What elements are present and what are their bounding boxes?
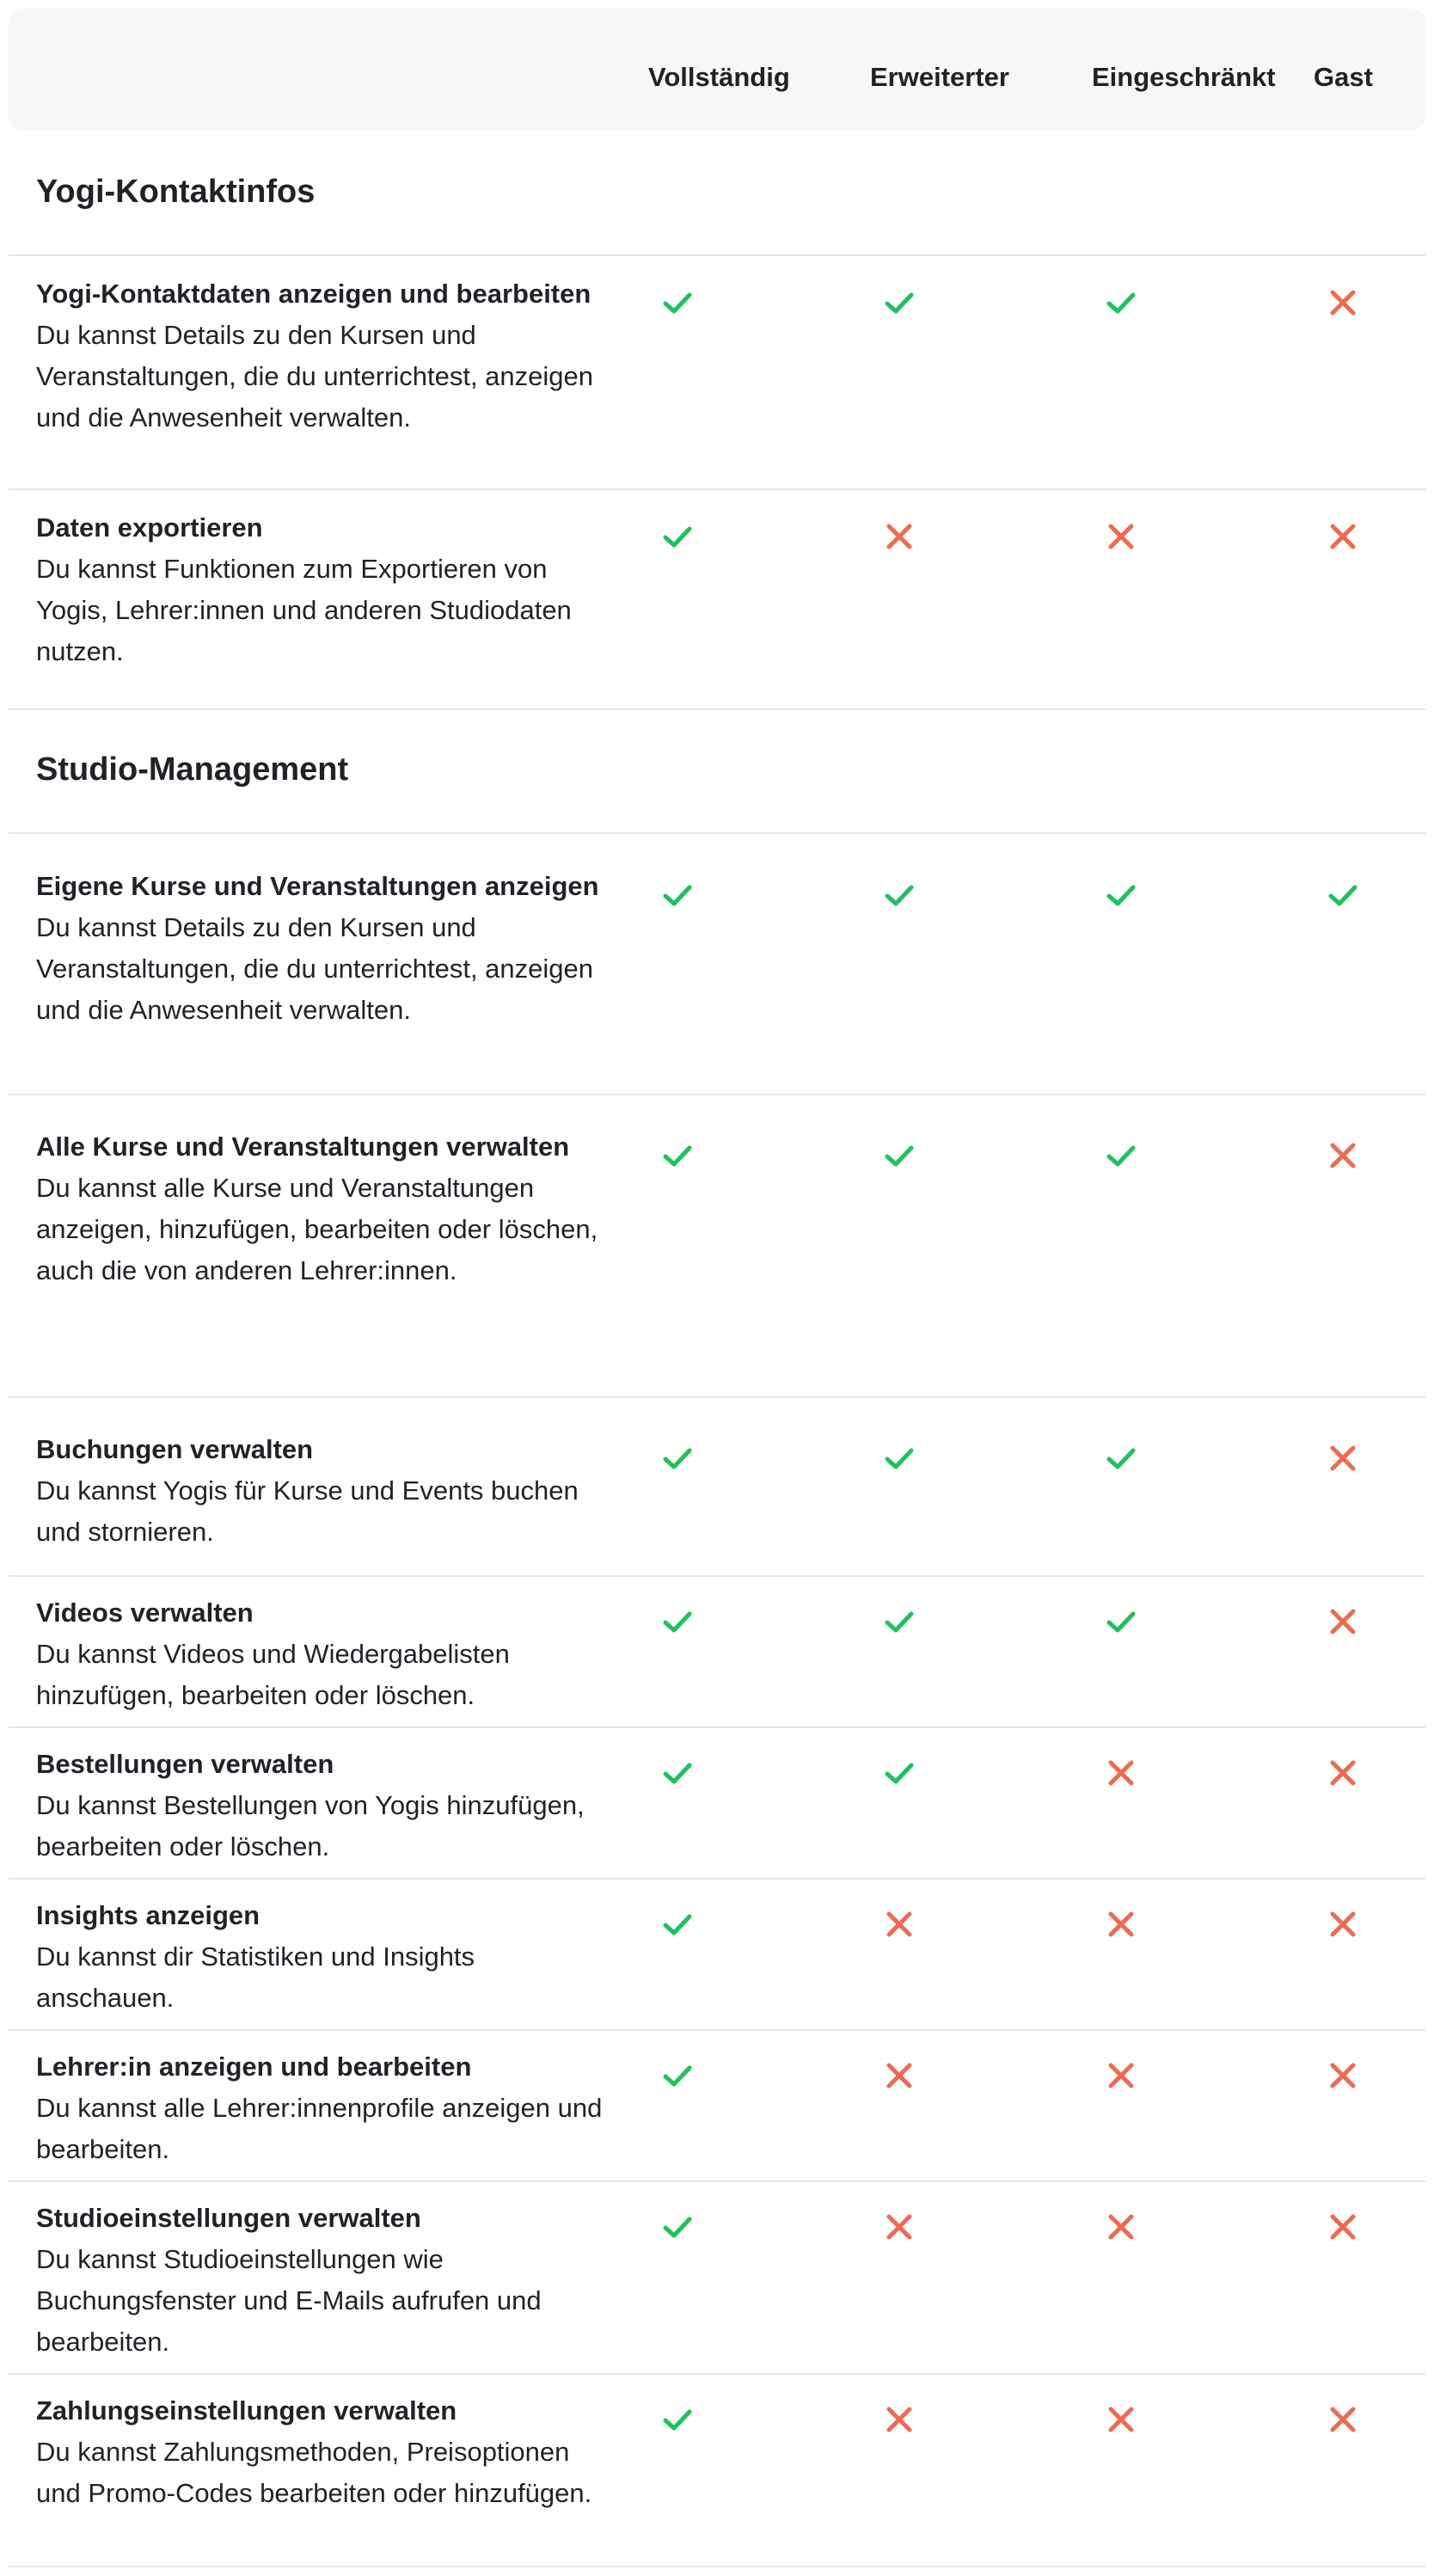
check-icon — [882, 1441, 916, 1475]
row-description: Du kannst alle Kurse und Veranstaltungen anzeigen, hinzufügen, bearbeiten oder löschen, auch die von anderen Lehrer:innen. — [36, 1173, 598, 1285]
divider — [9, 2180, 1425, 2182]
divider — [9, 2373, 1425, 2375]
row-title: Bestellungen verwalten — [36, 1749, 334, 1779]
row-description: Du kannst Yogis für Kurse und Events buchen und stornieren. — [36, 1475, 579, 1547]
cross-icon — [1104, 2058, 1138, 2093]
column-header-full: Vollständig — [648, 62, 790, 92]
table-header — [9, 9, 1425, 131]
row-title: Buchungen verwalten — [36, 1434, 314, 1464]
check-icon — [660, 2210, 695, 2244]
check-icon — [882, 1138, 916, 1173]
check-icon — [660, 285, 695, 320]
cross-icon — [1326, 1756, 1360, 1790]
row-description: Du kannst Bestellungen von Yogis hinzufügen, bearbeiten oder löschen. — [36, 1790, 585, 1861]
row-title: Yogi-Kontaktdaten anzeigen und bearbeiten — [36, 279, 591, 309]
cross-icon — [1104, 1756, 1138, 1790]
cross-icon — [882, 2210, 916, 2244]
divider — [9, 1727, 1425, 1728]
divider — [9, 255, 1425, 256]
row-description: Du kannst dir Statistiken und Insights anschauen. — [36, 1941, 475, 2013]
check-icon — [882, 1604, 916, 1639]
cross-icon — [1104, 2402, 1138, 2437]
check-icon — [1326, 878, 1360, 912]
divider — [9, 1878, 1425, 1880]
cross-icon — [882, 519, 916, 554]
row-description: Du kannst Funktionen zum Exportieren von Yogis, Lehrer:innen und anderen Studiodaten nutzen. — [36, 554, 572, 666]
divider — [9, 1575, 1425, 1577]
check-icon — [882, 878, 916, 912]
cross-icon — [882, 2402, 916, 2437]
cross-icon — [882, 1907, 916, 1941]
row-description: Du kannst Zahlungsmethoden, Preisoptionen und Promo-Codes bearbeiten oder hinzufügen. — [36, 2437, 592, 2508]
row-description: Du kannst Details zu den Kursen und Veranstaltungen, die du unterrichtest, anzeigen und die Anwesenheit verwalten. — [36, 320, 594, 432]
column-header-guest: Gast — [1314, 62, 1373, 92]
divider — [9, 1396, 1425, 1398]
row-title: Videos verwalten — [36, 1598, 254, 1628]
check-icon — [660, 878, 695, 912]
cross-icon — [1104, 2210, 1138, 2244]
row-title: Eigene Kurse und Veranstaltungen anzeigen — [36, 871, 599, 901]
divider — [9, 2029, 1425, 2031]
check-icon — [1104, 1441, 1138, 1475]
check-icon — [660, 519, 695, 554]
check-icon — [660, 1756, 695, 1790]
cross-icon — [1326, 519, 1360, 554]
check-icon — [660, 1441, 695, 1475]
cross-icon — [1326, 2210, 1360, 2244]
divider — [9, 488, 1425, 490]
cross-icon — [1326, 2058, 1360, 2093]
check-icon — [1104, 1604, 1138, 1639]
check-icon — [660, 1604, 695, 1639]
check-icon — [1104, 1138, 1138, 1173]
cross-icon — [1104, 1907, 1138, 1941]
row-title: Insights anzeigen — [36, 1900, 260, 1930]
row-description: Du kannst Studioeinstellungen wie Buchungsfenster und E-Mails aufrufen und bearbeiten. — [36, 2244, 542, 2357]
row-description: Du kannst Details zu den Kursen und Veranstaltungen, die du unterrichtest, anzeigen und die Anwesenheit verwalten. — [36, 912, 594, 1025]
cross-icon — [1326, 1138, 1360, 1173]
check-icon — [660, 1907, 695, 1941]
cross-icon — [882, 2058, 916, 2093]
column-header-restricted: Eingeschränkt — [1092, 62, 1276, 92]
row-title: Daten exportieren — [36, 512, 263, 543]
check-icon — [882, 1756, 916, 1790]
cross-icon — [1326, 285, 1360, 320]
row-description: Du kannst Videos und Wiedergabelisten hinzufügen, bearbeiten oder löschen. — [36, 1639, 510, 1710]
row-title: Studioeinstellungen verwalten — [36, 2203, 421, 2233]
divider — [9, 1094, 1425, 1095]
cross-icon — [1104, 519, 1138, 554]
row-title: Lehrer:in anzeigen und bearbeiten — [36, 2052, 472, 2082]
column-header-extended: Erweiterter — [870, 62, 1009, 92]
check-icon — [660, 2058, 695, 2093]
cross-icon — [1326, 1604, 1360, 1639]
cross-icon — [1326, 1907, 1360, 1941]
divider — [9, 708, 1425, 710]
section-title-yogi-contact: Yogi-Kontaktinfos — [36, 174, 316, 210]
cross-icon — [1326, 1441, 1360, 1475]
check-icon — [1104, 878, 1138, 912]
divider — [9, 832, 1425, 834]
check-icon — [882, 285, 916, 320]
cross-icon — [1326, 2402, 1360, 2437]
row-title: Alle Kurse und Veranstaltungen verwalten — [36, 1132, 570, 1162]
check-icon — [660, 2402, 695, 2437]
row-title: Zahlungseinstellungen verwalten — [36, 2395, 457, 2426]
row-description: Du kannst alle Lehrer:innenprofile anzeigen und bearbeiten. — [36, 2093, 603, 2164]
section-title-studio-management: Studio-Management — [36, 751, 349, 788]
check-icon — [660, 1138, 695, 1173]
divider — [9, 2566, 1425, 2567]
check-icon — [1104, 285, 1138, 320]
